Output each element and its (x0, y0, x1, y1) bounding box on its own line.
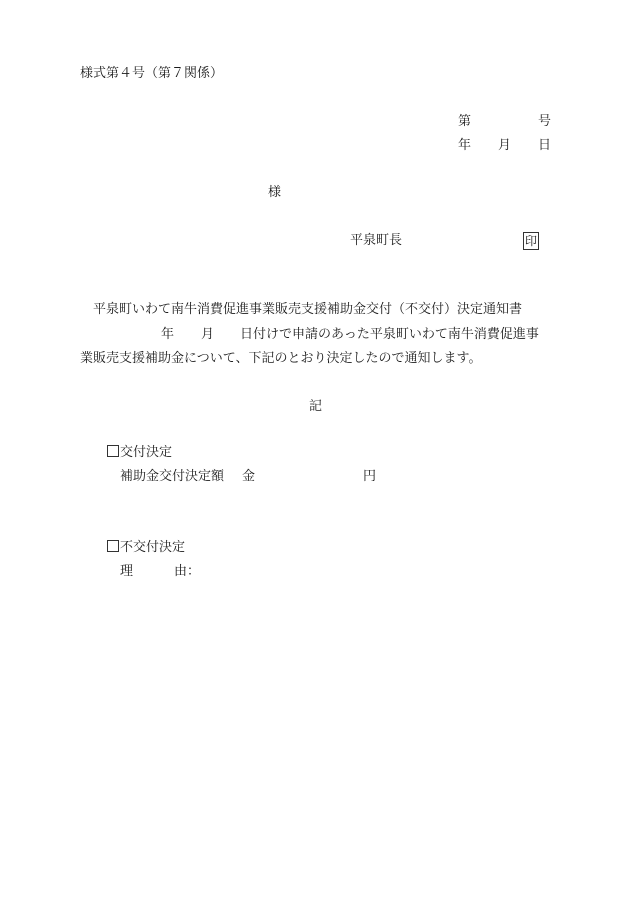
form-number: 様式第４号（第７関係） (80, 66, 224, 81)
seal-mark (523, 232, 539, 250)
amount-kin: 金 (242, 469, 256, 484)
reject-option (107, 540, 185, 556)
issuer-title: 平泉町長 (350, 233, 403, 248)
document-title: 平泉町いわて南牛消費促進事業販売支援補助金交付（不交付）決定通知書 (93, 302, 523, 317)
amount-yen: 円 (363, 469, 377, 484)
approve-option (107, 445, 172, 461)
doc-number-dai: 第 (458, 114, 472, 129)
approve-label: 交付決定 (120, 445, 173, 460)
reject-label: 不交付決定 (120, 540, 186, 555)
reason-ri: 理 (120, 564, 134, 579)
reject-checkbox[interactable] (107, 540, 119, 552)
date-day: 日 (538, 138, 552, 153)
date-year: 年 (458, 138, 472, 153)
doc-number-go: 号 (538, 114, 552, 129)
addressee-suffix: 様 (268, 185, 282, 200)
reason-yu: 由： (174, 564, 201, 579)
ki-heading: 記 (309, 399, 323, 414)
seal-box: 印 (524, 234, 537, 248)
date-month: 月 (498, 138, 512, 153)
body-year: 年 (161, 327, 175, 342)
approve-checkbox[interactable] (107, 445, 119, 457)
body-line1-rest: 日付けで申請のあった平泉町いわて南牛消費促進事 (240, 327, 539, 342)
body-month: 月 (201, 327, 215, 342)
body-line2: 業販売支援補助金について、下記のとおり決定したので通知します。 (80, 351, 482, 366)
amount-label: 補助金交付決定額 (120, 469, 225, 484)
